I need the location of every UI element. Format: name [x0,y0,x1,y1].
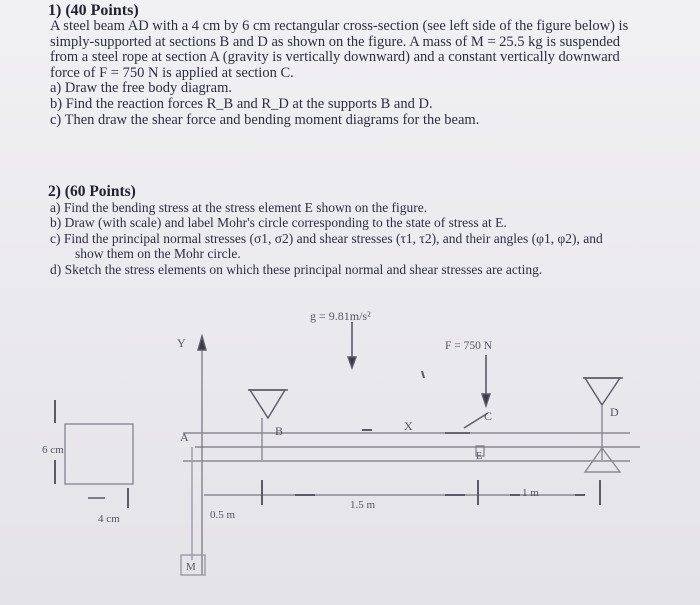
force-label: F = 750 N [445,340,493,352]
point-c-label: C [484,409,493,423]
problem-2-part-c: c) Find the principal normal stresses (σ1, σ2) and shear stresses (τ1, τ2), and their angles (φ1, φ2), and [50,230,603,246]
problem-1-line: force of F = 750 N is applied at section C. [50,64,294,81]
problem-2-part-a: a) Find the bending stress at the stress element E shown on the figure. [50,200,428,215]
point-a-label: A [180,430,189,444]
dim-cd-label: 1 m [522,487,539,499]
problem-1-line: simply-supported at sections B and D as shown on the figure. A mass of M = 25.5 kg is suspended [50,33,621,50]
y-axis-label: Y [177,336,186,350]
support-b-triangle [250,390,285,418]
problem-1-line: from a steel rope at section A (gravity is vertically downward) and a constant vertically downward [50,49,620,66]
x-axis-label: X [404,419,413,433]
gravity-arrowhead [348,357,356,368]
width-dim-label: 4 cm [98,513,120,525]
problem-1-line: A steel beam AD with a 4 cm by 6 cm rectangular cross-section (see left side of the figure below) is [50,18,629,34]
problem-2-part-b: b) Draw (with scale) and label Mohr's circle corresponding to the state of stress at E. [50,215,507,231]
mark-tick [422,371,424,378]
y-axis-arrowhead [198,336,206,350]
dim-bc-label: 1.5 m [350,499,376,511]
problem-2-part-c-cont: show them on the Mohr circle. [75,246,241,262]
mass-label: M [186,561,196,573]
problem-1-part-a: a) Draw the free body diagram. [50,80,232,97]
support-d-triangle [585,378,620,405]
dim-ab-label: 0.5 m [210,509,236,521]
problem-1-part-b: b) Find the reaction forces R_B and R_D at the supports B and D. [50,95,433,112]
force-arrowhead [482,394,490,406]
gravity-label: g = 9.81m/s² [310,309,371,323]
problem-2-title: 2) (60 Points) [48,183,136,200]
cross-section-rect [65,424,133,484]
problem-1-title: 1) (40 Points) [48,2,139,19]
problem-2-part-d: d) Sketch the stress elements on which these principal normal and shear stresses are acting. [50,261,543,277]
point-b-label: B [275,424,284,438]
height-dim-label: 6 cm [42,444,64,456]
problem-1-part-c: c) Then draw the shear force and bending moment diagrams for the beam. [50,111,480,128]
point-d-label: D [610,405,619,419]
point-e-label: E [476,451,483,462]
